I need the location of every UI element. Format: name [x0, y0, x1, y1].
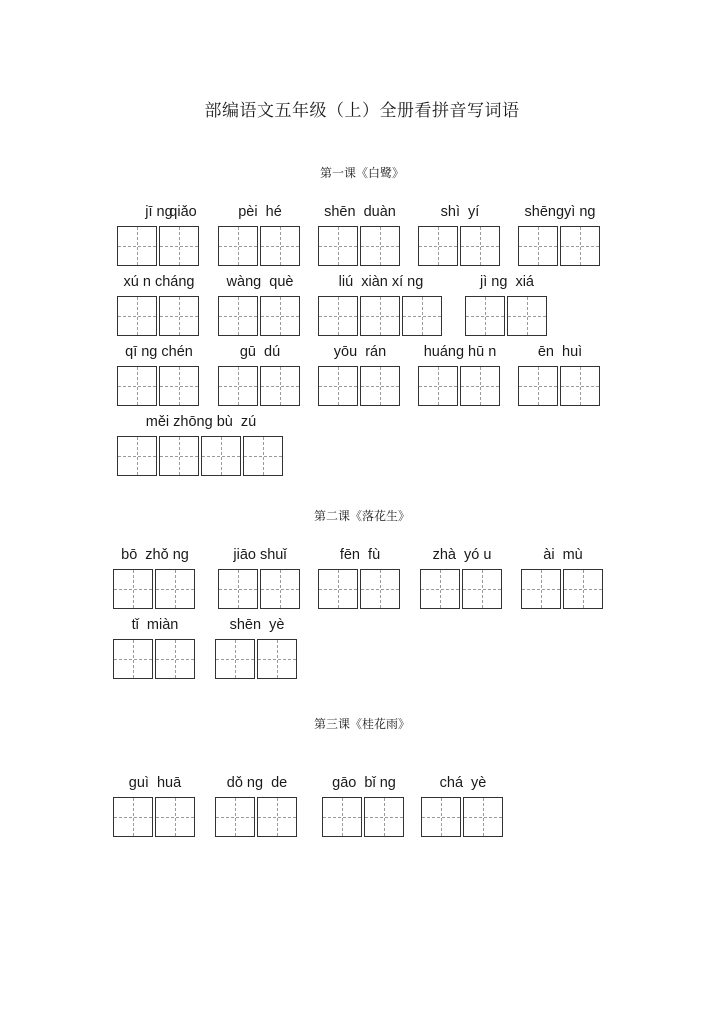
pinyin-label: shēngyì ng — [524, 204, 596, 220]
writing-grid — [117, 366, 201, 406]
tianzige-cell[interactable] — [243, 436, 283, 476]
pinyin-label: shēn duàn — [324, 204, 396, 220]
word-item — [218, 202, 302, 272]
word-row — [0, 545, 724, 615]
writing-grid — [518, 366, 602, 406]
word-item — [420, 545, 504, 615]
pinyin-label: xú n cháng — [123, 274, 195, 290]
word-item — [421, 773, 505, 843]
writing-grid — [465, 296, 549, 336]
pinyin-label: fēn fù — [339, 547, 381, 563]
tianzige-cell[interactable] — [518, 226, 558, 266]
word-item — [117, 272, 201, 342]
pinyin-label: gāo bǐ ng — [332, 775, 396, 791]
pinyin-label: guì huā — [128, 775, 182, 791]
tianzige-cell[interactable] — [155, 639, 195, 679]
tianzige-cell[interactable] — [360, 569, 400, 609]
tianzige-cell[interactable] — [360, 366, 400, 406]
word-item — [113, 545, 197, 615]
tianzige-cell[interactable] — [215, 797, 255, 837]
word-item — [218, 272, 302, 342]
writing-grid — [218, 296, 302, 336]
tianzige-cell[interactable] — [507, 296, 547, 336]
lesson-title: 第一课《白鹭》 — [319, 166, 404, 180]
tianzige-cell[interactable] — [420, 569, 460, 609]
tianzige-cell[interactable] — [521, 569, 561, 609]
tianzige-cell[interactable] — [113, 569, 153, 609]
word-item — [215, 773, 299, 843]
word-item — [418, 342, 502, 412]
writing-grid — [418, 226, 502, 266]
writing-grid — [418, 366, 502, 406]
tianzige-cell[interactable] — [462, 569, 502, 609]
word-item — [518, 202, 602, 272]
pinyin-label: jiāo shuǐ — [233, 547, 287, 563]
tianzige-cell[interactable] — [218, 366, 258, 406]
pinyin-label: měi zhōng bù zú — [145, 414, 257, 430]
word-item — [113, 773, 197, 843]
tianzige-cell[interactable] — [260, 569, 300, 609]
word-item — [218, 342, 302, 412]
word-item — [318, 202, 402, 272]
tianzige-cell[interactable] — [260, 226, 300, 266]
pinyin-label: liú xiàn xí ng — [338, 274, 424, 290]
word-row — [0, 342, 724, 412]
pinyin-label: ài mù — [543, 547, 583, 563]
word-item — [117, 412, 285, 482]
writing-grid — [218, 366, 302, 406]
writing-grid — [117, 436, 285, 476]
document-title: 部编语文五年级（上）全册看拼音写词语 — [204, 101, 520, 121]
word-item — [215, 615, 299, 685]
word-item — [521, 545, 605, 615]
tianzige-cell[interactable] — [364, 797, 404, 837]
tianzige-cell[interactable] — [418, 366, 458, 406]
writing-grid — [322, 797, 406, 837]
writing-grid — [521, 569, 605, 609]
pinyin-label: tǐ miàn — [131, 617, 179, 633]
tianzige-cell[interactable] — [460, 226, 500, 266]
pinyin-label: jì ng xiá — [480, 274, 534, 290]
word-item — [322, 773, 406, 843]
pinyin-label: shì yí — [440, 204, 480, 220]
tianzige-cell[interactable] — [318, 366, 358, 406]
tianzige-cell[interactable] — [360, 296, 400, 336]
word-row — [0, 615, 724, 685]
writing-grid — [421, 797, 505, 837]
word-item — [117, 342, 201, 412]
tianzige-cell[interactable] — [159, 366, 199, 406]
tianzige-cell[interactable] — [155, 797, 195, 837]
word-item — [318, 545, 402, 615]
tianzige-cell[interactable] — [155, 569, 195, 609]
word-item — [318, 272, 444, 342]
tianzige-cell[interactable] — [113, 639, 153, 679]
tianzige-cell[interactable] — [460, 366, 500, 406]
tianzige-cell[interactable] — [418, 226, 458, 266]
tianzige-cell[interactable] — [113, 797, 153, 837]
writing-grid — [318, 569, 402, 609]
tianzige-cell[interactable] — [518, 366, 558, 406]
writing-grid — [318, 296, 444, 336]
pinyin-label: qī ng chén — [125, 344, 193, 360]
tianzige-cell[interactable] — [257, 639, 297, 679]
writing-grid — [113, 797, 197, 837]
tianzige-cell[interactable] — [563, 569, 603, 609]
word-row — [0, 412, 724, 482]
pinyin-label: zhà yó u — [432, 547, 492, 563]
pinyin-label: chá yè — [439, 775, 487, 791]
tianzige-cell[interactable] — [318, 296, 358, 336]
tianzige-cell[interactable] — [215, 639, 255, 679]
word-item — [518, 342, 602, 412]
tianzige-cell[interactable] — [218, 296, 258, 336]
word-item — [163, 202, 203, 272]
tianzige-cell[interactable] — [421, 797, 461, 837]
tianzige-cell[interactable] — [560, 366, 600, 406]
tianzige-cell[interactable] — [318, 226, 358, 266]
tianzige-cell[interactable] — [360, 226, 400, 266]
writing-grid — [117, 296, 201, 336]
word-row — [0, 202, 724, 272]
tianzige-cell[interactable] — [402, 296, 442, 336]
word-item — [465, 272, 549, 342]
tianzige-cell[interactable] — [218, 226, 258, 266]
tianzige-cell[interactable] — [117, 296, 157, 336]
writing-grid — [215, 797, 299, 837]
tianzige-cell[interactable] — [465, 296, 505, 336]
tianzige-cell[interactable] — [560, 226, 600, 266]
pinyin-label: pèi hé — [238, 204, 282, 220]
tianzige-cell[interactable] — [159, 436, 199, 476]
word-item — [318, 342, 402, 412]
writing-grid — [420, 569, 504, 609]
tianzige-cell[interactable] — [117, 226, 157, 266]
lesson-title: 第二课《落花生》 — [313, 509, 410, 523]
tianzige-cell[interactable] — [117, 366, 157, 406]
pinyin-label: wàng què — [226, 274, 294, 290]
pinyin-label: qiǎo — [169, 204, 197, 220]
pinyin-label: bō zhǒ ng — [121, 547, 189, 563]
writing-grid — [218, 226, 302, 266]
word-item — [218, 545, 302, 615]
tianzige-cell[interactable] — [260, 296, 300, 336]
lesson-title: 第三课《桂花雨》 — [313, 717, 410, 731]
word-item — [113, 615, 197, 685]
writing-grid — [113, 639, 197, 679]
pinyin-label: gū dú — [239, 344, 281, 360]
pinyin-label: yōu rán — [333, 344, 387, 360]
tianzige-cell[interactable] — [218, 569, 258, 609]
writing-grid — [318, 226, 402, 266]
writing-grid — [218, 569, 302, 609]
tianzige-cell[interactable] — [201, 436, 241, 476]
writing-grid — [215, 639, 299, 679]
writing-grid — [113, 569, 197, 609]
writing-grid — [518, 226, 602, 266]
pinyin-label: shēn yè — [229, 617, 285, 633]
tianzige-cell[interactable] — [159, 296, 199, 336]
word-row — [0, 272, 724, 342]
word-item — [418, 202, 502, 272]
tianzige-cell[interactable] — [318, 569, 358, 609]
pinyin-label: dǒ ng de — [226, 775, 288, 791]
tianzige-cell[interactable] — [117, 436, 157, 476]
word-row — [0, 773, 724, 843]
pinyin-label: ēn huì — [537, 344, 583, 360]
pinyin-label: huáng hū n — [423, 344, 497, 360]
tianzige-cell[interactable] — [463, 797, 503, 837]
tianzige-cell[interactable] — [322, 797, 362, 837]
pinyin-label: jī ng — [145, 204, 173, 220]
tianzige-cell[interactable] — [260, 366, 300, 406]
tianzige-cell[interactable] — [257, 797, 297, 837]
writing-grid — [318, 366, 402, 406]
